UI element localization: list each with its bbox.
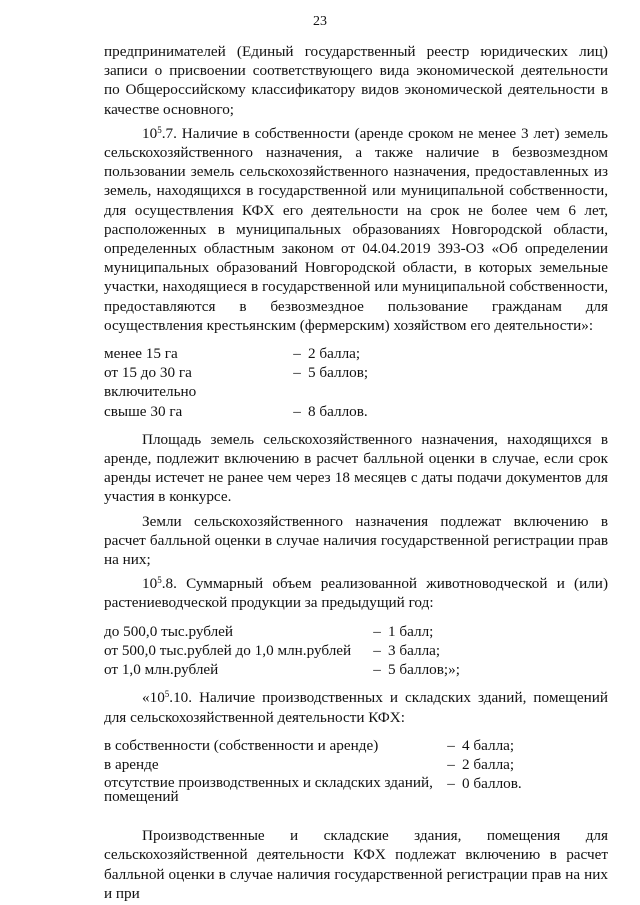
list-item-label: от 1,0 млн.рублей	[104, 661, 219, 679]
list-item-label: от 500,0 тыс.рублей до 1,0 млн.рублей	[104, 641, 352, 659]
list-item-dash: –	[373, 641, 381, 659]
list-item-value: 2 балла;	[308, 345, 361, 363]
list-item-dash: –	[293, 402, 301, 420]
lease-note-paragraph: Площадь земель сельскохозяйственного назначения, находящихся в аренде, подлежит включению в расчет балльной оценки в случае, если срок аренды истечет не ранее чем через 18 месяцев с даты подачи документов для участия в конкурсе.	[104, 430, 608, 506]
page-number: 23	[313, 14, 327, 29]
list-item-label: в аренде	[104, 755, 159, 773]
list-item-value: 8 баллов.	[308, 402, 368, 420]
document-body	[104, 42, 608, 903]
list-item-dash: –	[293, 364, 301, 382]
registration-note-paragraph: Земли сельскохозяйственного назначения подлежат включению в расчет балльной оценки в случае наличия государственной регистрации прав на них;	[104, 512, 608, 569]
sales-volume-score-list	[104, 622, 460, 680]
section-superscript: 5	[157, 124, 162, 135]
list-item	[104, 641, 460, 660]
list-item-label: в собственности (собственности и аренде)	[104, 736, 379, 754]
list-item	[104, 402, 368, 421]
list-item-value: 0 баллов.	[462, 775, 522, 793]
section-superscript: 5	[157, 575, 162, 586]
list-item-label: до 500,0 тыс.рублей	[104, 622, 234, 640]
section-text: .10. Наличие производственных и складских зданий, помещений для сельскохозяйственной деятельности КФХ:	[104, 689, 608, 726]
list-item-dash: –	[373, 661, 381, 679]
list-item	[104, 755, 522, 774]
list-item	[104, 660, 460, 679]
list-item-dash: –	[447, 775, 455, 793]
section-10-5-8	[104, 574, 608, 612]
section-text: .8. Суммарный объем реализованной животноводческой и (или) растениеводческой продукции за предыдущий год:	[104, 575, 608, 612]
list-item-value: 4 балла;	[462, 736, 515, 754]
section-number: «10	[142, 689, 165, 707]
section-superscript: 5	[164, 689, 170, 700]
section-10-5-7	[104, 124, 608, 335]
list-item-dash: –	[447, 755, 455, 773]
land-area-score-list	[104, 344, 368, 421]
list-item-label: свыше 30 га	[104, 402, 183, 420]
list-item-value: 5 баллов;»;	[388, 661, 460, 679]
list-item	[104, 622, 460, 641]
section-number: 10	[142, 575, 158, 593]
list-item-value: 2 балла;	[462, 755, 515, 773]
buildings-score-list	[104, 736, 522, 804]
section-text: .7. Наличие в собственности (аренде сроком не менее 3 лет) земель сельскохозяйственного назначения, а также наличие в безвозмездном пользовании земель сельскохозяйственного назначения, предоставленных из земель, находящихся в государственной или муниципальной собственности, для осуществления КФХ его деятельности на срок не более чем 6 лет, расположенных в муниципальных образованиях Новгородской области, определенных областным законом от 04.04.2019 393-ОЗ «Об определении муниципальных образований Новгородской области, в которых земельные участки, находящиеся в государственной или муниципальной собственности, предоставляются в безвозмездное пользование гражданам для осуществления крестьянским (фермерским) хозяйством его деятельности»:	[104, 124, 608, 334]
section-10-5-10	[104, 688, 608, 726]
list-item-label: отсутствие производственных и складских зданий, помещений	[104, 774, 433, 806]
buildings-note-paragraph: Производственные и складские здания, помещения для сельскохозяйственной деятельности КФХ подлежат включению в расчет балльной оценки в случае наличия государственной регистрации прав на них и при	[104, 827, 608, 902]
list-item-dash: –	[293, 345, 301, 363]
list-item	[104, 363, 368, 401]
list-item	[104, 736, 522, 755]
list-item-value: 1 балл;	[388, 622, 434, 640]
list-item	[104, 344, 368, 363]
section-number: 10	[142, 124, 158, 142]
list-item-dash: –	[447, 736, 455, 754]
list-item-label: от 15 до 30 га включительно	[104, 364, 197, 401]
list-item-dash: –	[373, 622, 381, 640]
list-item-value: 5 баллов;	[308, 364, 369, 382]
list-item	[104, 774, 522, 804]
list-item-label: менее 15 га	[104, 345, 178, 363]
list-item-value: 3 балла;	[388, 641, 441, 659]
intro-paragraph: предпринимателей (Единый государственный реестр юридических лиц) записи о присвоении соответствующего вида экономической деятельности по Общероссийскому классификатору видов экономической деятельности в качестве основного;	[104, 43, 608, 118]
